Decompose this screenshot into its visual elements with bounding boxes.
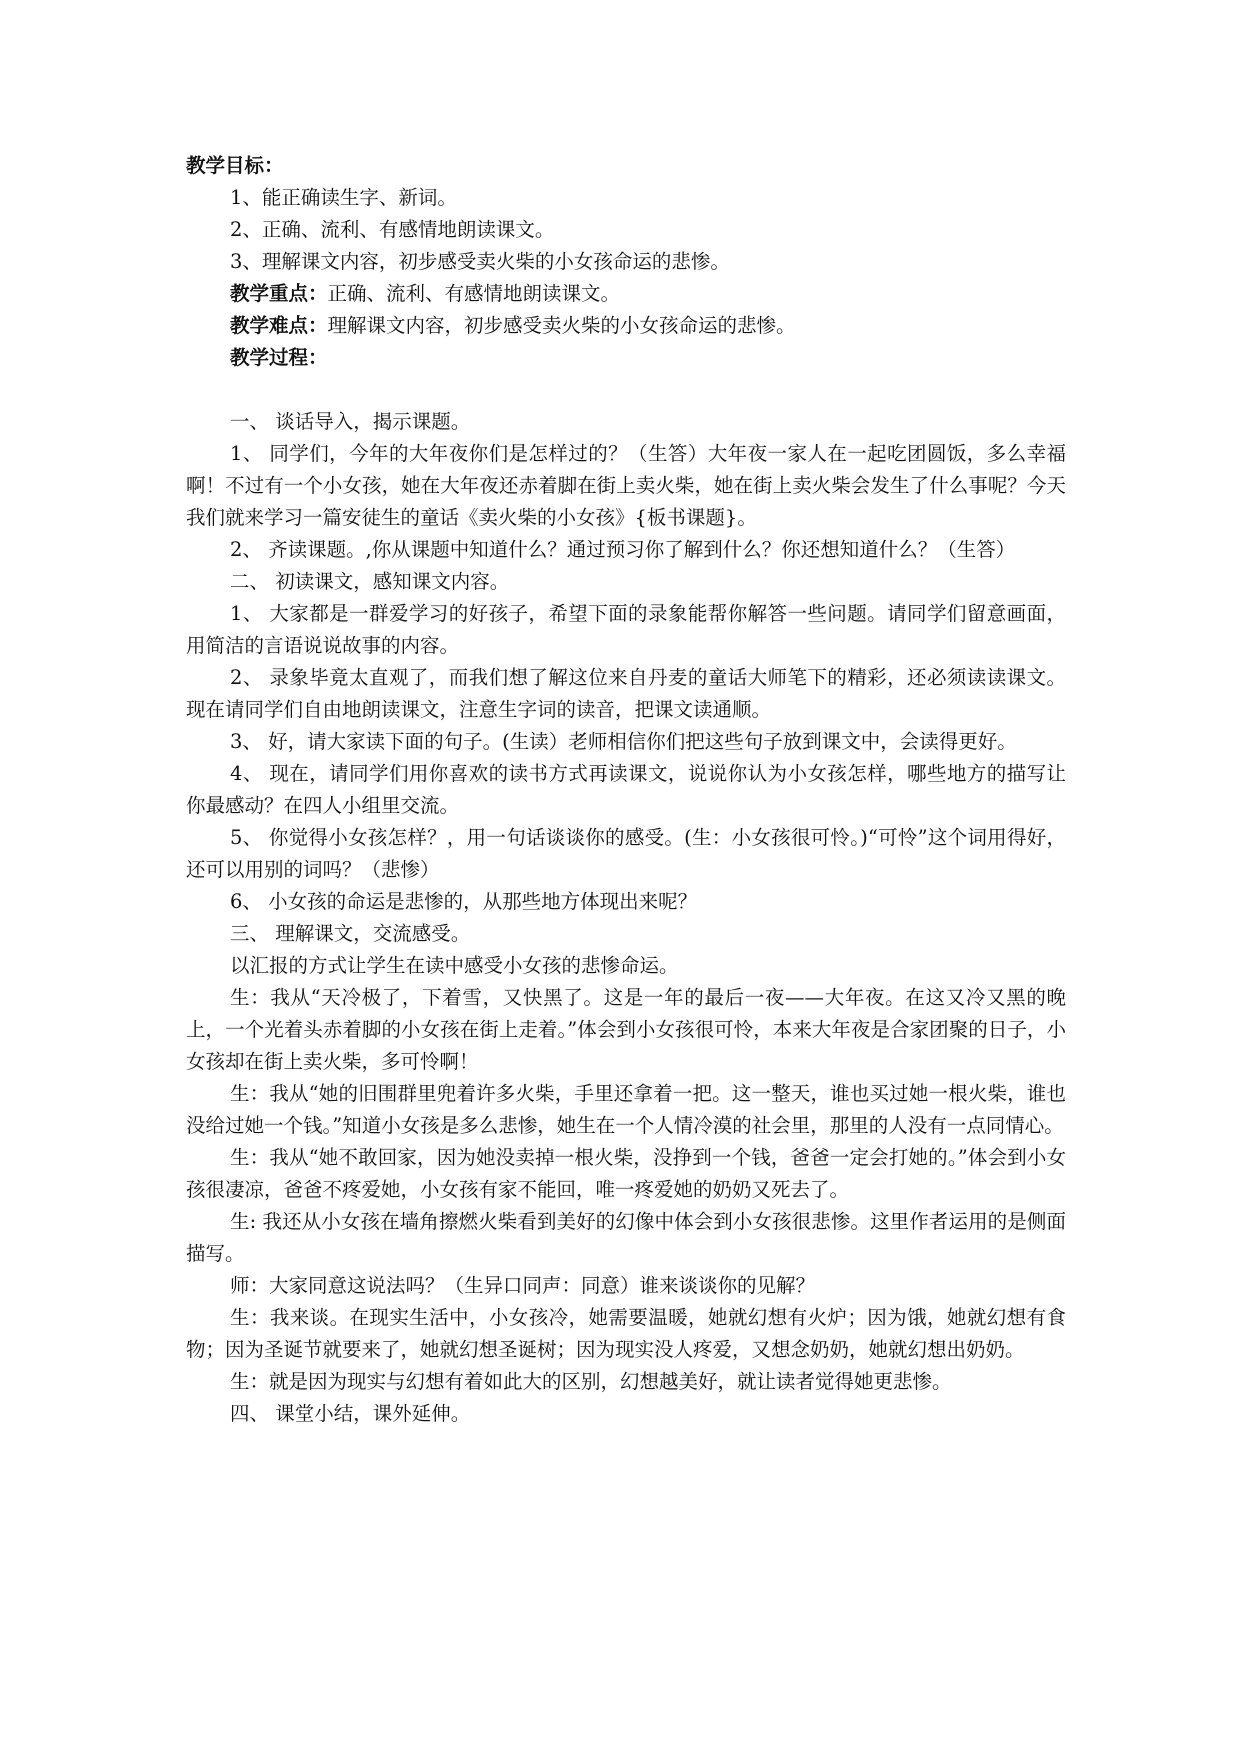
body-paragraph: 2、 齐读课题。,你从课题中知道什么？通过预习你了解到什么？你还想知道什么？（生答）	[230, 538, 1016, 561]
document-page	[186, 150, 1066, 1430]
body-paragraph: 生：我从“她不敢回家，因为她没卖掉一根火柴，没挣到一个钱，爸爸一定会打她的。”体会到小女孩很凄凉，爸爸不疼爱她，小女孩有家不能回，唯一疼爱她的奶奶又死去了。	[186, 1146, 1066, 1201]
body-paragraph: 3、 好，请大家读下面的句子。(生读）老师相信你们把这些句子放到课文中，会读得更好。	[230, 730, 1017, 753]
body-paragraph: 5、 你觉得小女孩怎样？，用一句话谈谈你的感受。(生：小女孩很可怜。)“可怜”这个词用得好，还可以用别的词吗？（悲惨）	[186, 826, 1066, 881]
objective-item: 2、正确、流利、有感情地朗读课文。	[230, 218, 555, 241]
body-paragraph: 2、 录象毕竟太直观了，而我们想了解这位来自丹麦的童话大师笔下的精彩，还必须读读课文。现在请同学们自由地朗读课文，注意生字词的读音，把课文读通顺。	[186, 666, 1066, 721]
body-paragraph: 6、 小女孩的命运是悲惨的，从那些地方体现出来呢？	[230, 890, 698, 913]
process-heading: 教学过程：	[230, 346, 328, 369]
key-point-line	[186, 278, 1066, 310]
difficulty-line	[186, 310, 1066, 342]
section-heading: 三、 理解课文，交流感受。	[230, 922, 471, 945]
body-paragraph: 师：大家同意这说法吗？（生异口同声：同意）谁来谈谈你的见解？	[230, 1274, 816, 1297]
body-paragraph: 生：我从“她的旧围群里兜着许多火柴，手里还拿着一把。这一整天，谁也买过她一根火柴，谁也没给过她一个钱。”知道小女孩是多么悲惨，她生在一个人情冷漠的社会里，那里的人没有一点同情心。	[186, 1082, 1066, 1137]
difficulty-label: 教学难点：	[230, 314, 328, 337]
body-paragraph: 1、 同学们，今年的大年夜你们是怎样过的？（生答）大年夜一家人在一起吃团圆饭，多么幸福啊！不过有一个小女孩，她在大年夜还赤着脚在街上卖火柴，她在街上卖火柴会发生了什么事呢？今天我们就来学习一篇安徒生的童话《卖火柴的小女孩》{板书课题}。	[186, 442, 1066, 529]
body-paragraph: 以汇报的方式让学生在读中感受小女孩的悲惨命运。	[230, 954, 679, 977]
objective-item: 3、理解课文内容，初步感受卖火柴的小女孩命运的悲惨。	[230, 250, 730, 273]
objectives-heading: 教学目标：	[186, 154, 284, 177]
body-paragraph: 生: 我还从小女孩在墙角擦燃火柴看到美好的幻像中体会到小女孩很悲惨。这里作者运用的是侧面描写。	[186, 1210, 1066, 1265]
key-point-text: 正确、流利、有感情地朗读课文。	[327, 282, 621, 305]
difficulty-text: 理解课文内容，初步感受卖火柴的小女孩命运的悲惨。	[327, 314, 796, 337]
objective-item: 1、能正确读生字、新词。	[230, 186, 457, 209]
section-heading: 一、 谈话导入，揭示课题。	[230, 410, 471, 433]
blank-line	[186, 374, 1066, 406]
body-paragraph: 生：就是因为现实与幻想有着如此大的区别，幻想越美好，就让读者觉得她更悲惨。	[230, 1370, 952, 1393]
section-heading: 四、 课堂小结，课外延伸。	[230, 1402, 471, 1425]
section-heading: 二、 初读课文，感知课文内容。	[230, 570, 510, 593]
body-paragraph: 4、 现在，请同学们用你喜欢的读书方式再读课文，说说你认为小女孩怎样，哪些地方的描写让你最感动？在四人小组里交流。	[186, 762, 1066, 817]
body-paragraph: 生：我从“天冷极了，下着雪，又快黑了。这是一年的最后一夜——大年夜。在这又冷又黑的晚上，一个光着头赤着脚的小女孩在街上走着。”体会到小女孩很可怜，本来大年夜是合家团聚的日子，小女孩却在街上卖火柴，多可怜啊！	[186, 986, 1066, 1073]
key-point-label: 教学重点：	[230, 282, 328, 305]
body-paragraph: 1、 大家都是一群爱学习的好孩子，希望下面的录象能帮你解答一些问题。请同学们留意画面，用简洁的言语说说故事的内容。	[186, 602, 1066, 657]
body-paragraph: 生：我来谈。在现实生活中，小女孩冷，她需要温暖，她就幻想有火炉；因为饿，她就幻想有食物；因为圣诞节就要来了，她就幻想圣诞树；因为现实没人疼爱，又想念奶奶，她就幻想出奶奶。	[186, 1306, 1066, 1361]
